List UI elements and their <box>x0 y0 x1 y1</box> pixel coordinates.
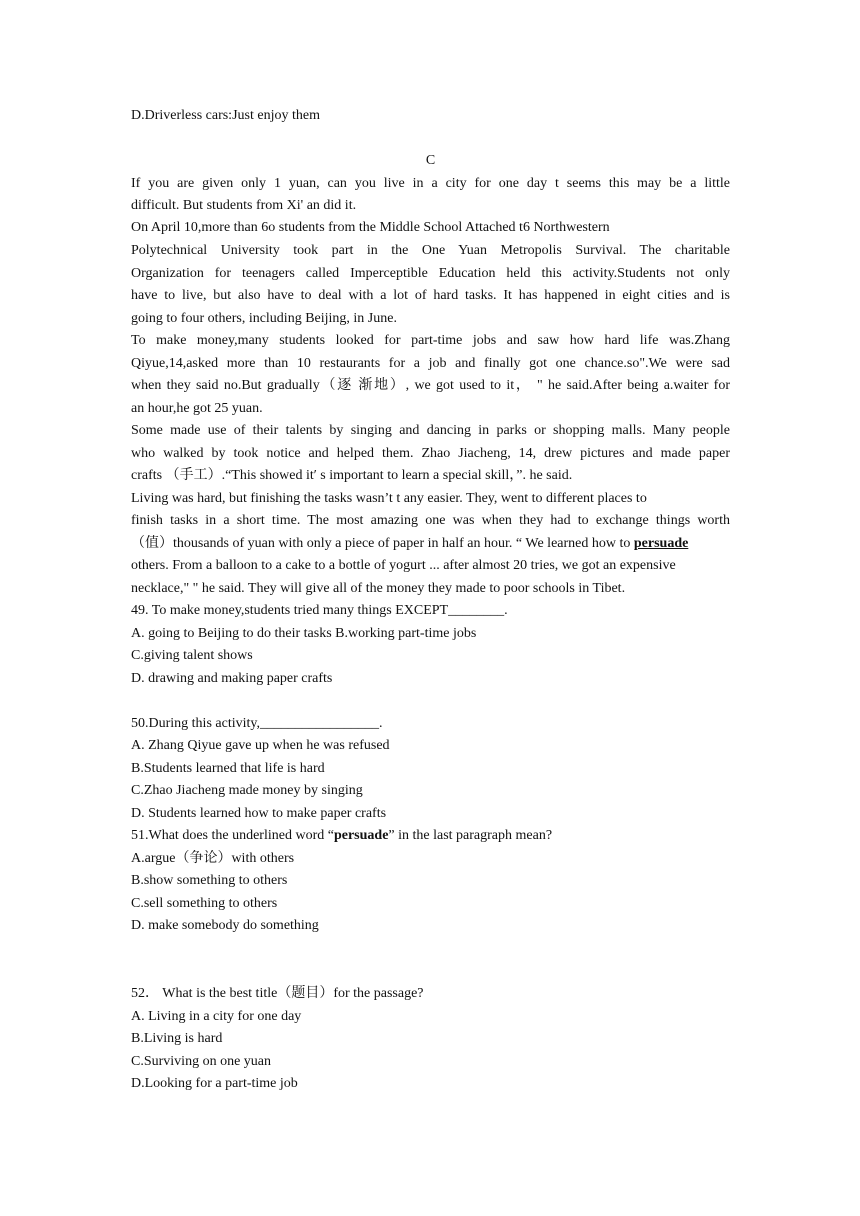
passage-line <box>131 535 730 553</box>
answer-option: D. make somebody do something <box>131 918 319 933</box>
passage-line: going to four others, including Beijing, in June. <box>131 311 397 326</box>
question-stem: 49. To make money,students tried many things EXCEPT________. <box>131 603 508 618</box>
answer-option: A. Living in a city for one day <box>131 1009 302 1024</box>
answer-option: C.sell something to others <box>131 896 278 911</box>
answer-option: C.Surviving on one yuan <box>131 1054 271 1069</box>
passage-line: Polytechnical University took part in the One Yuan Metropolis Survival. The charitable <box>131 243 730 258</box>
passage-line: others. From a balloon to a cake to a bottle of yogurt ... after almost 20 tries, we got an expensive <box>131 558 676 573</box>
answer-option: C.Zhao Jiacheng made money by singing <box>131 783 363 798</box>
passage-line: difficult. But students from Xi' an did it. <box>131 198 357 213</box>
answer-option: D. drawing and making paper crafts <box>131 671 333 686</box>
passage-line-text: （值）thousands of yuan with only a piece of paper in half an hour. “ We learned how to <box>131 536 634 551</box>
previous-option-d: D.Driverless cars:Just enjoy them <box>131 108 320 123</box>
question-stem: 52． What is the best title（题目）for the passage? <box>131 986 424 1001</box>
question-stem-keyword: persuade <box>333 828 389 843</box>
question-stem: 50.During this activity,_________________. <box>131 716 383 731</box>
underlined-word: persuade <box>633 536 689 551</box>
answer-option: A. Zhang Qiyue gave up when he was refused <box>131 738 390 753</box>
passage-line: Some made use of their talents by singing and dancing in parks or shopping malls. Many people <box>131 423 730 438</box>
answer-option: B.show something to others <box>131 873 288 888</box>
passage-line: Organization for teenagers called Imperceptible Education held this activity.Students not only <box>131 266 730 281</box>
answer-option: A.argue（争论）with others <box>131 851 295 866</box>
passage-line: To make money,many students looked for part-time jobs and saw how hard life was.Zhang <box>131 333 730 348</box>
answer-option: A. going to Beijing to do their tasks B.working part-time jobs <box>131 626 477 641</box>
passage-line: have to live, but also have to deal with a lot of hard tasks. It has happened in eight cities and is <box>131 288 730 303</box>
question-stem-text: ” in the last paragraph mean? <box>388 828 553 843</box>
answer-option: D. Students learned how to make paper crafts <box>131 806 387 821</box>
passage-line: who walked by took notice and helped them. Zhao Jiacheng, 14, drew pictures and made paper <box>131 446 730 461</box>
passage-line: crafts （手工）.“This showed it′ s important to learn a special skill，”. he said. <box>131 468 573 483</box>
passage-line: when they said no.But gradually（逐 渐地）, we got used to it， " he said.After being a.waiter for <box>131 378 730 393</box>
question-stem-text: 51.What does the underlined word “ <box>131 828 334 843</box>
answer-option: D.Looking for a part-time job <box>131 1076 298 1091</box>
section-heading: C <box>425 153 436 168</box>
passage-line: Qiyue,14,asked more than 10 restaurants for a job and finally got one chance.so".We were sad <box>131 356 730 371</box>
passage-line: an hour,he got 25 yuan. <box>131 401 263 416</box>
passage-line: On April 10,more than 6o students from the Middle School Attached t6 Northwestern <box>131 220 610 235</box>
answer-option: B.Living is hard <box>131 1031 223 1046</box>
passage-line: Living was hard, but finishing the tasks wasn’t t any easier. They, went to different places to <box>131 491 647 506</box>
passage-line: If you are given only 1 yuan, can you live in a city for one day t seems this may be a little <box>131 176 730 191</box>
passage-line: necklace," " he said. They will give all of the money they made to poor schools in Tibet. <box>131 581 626 596</box>
passage-line: finish tasks in a short time. The most amazing one was when they had to exchange things worth <box>131 513 730 528</box>
answer-option: C.giving talent shows <box>131 648 253 663</box>
answer-option: B.Students learned that life is hard <box>131 761 325 776</box>
question-stem <box>131 827 730 845</box>
